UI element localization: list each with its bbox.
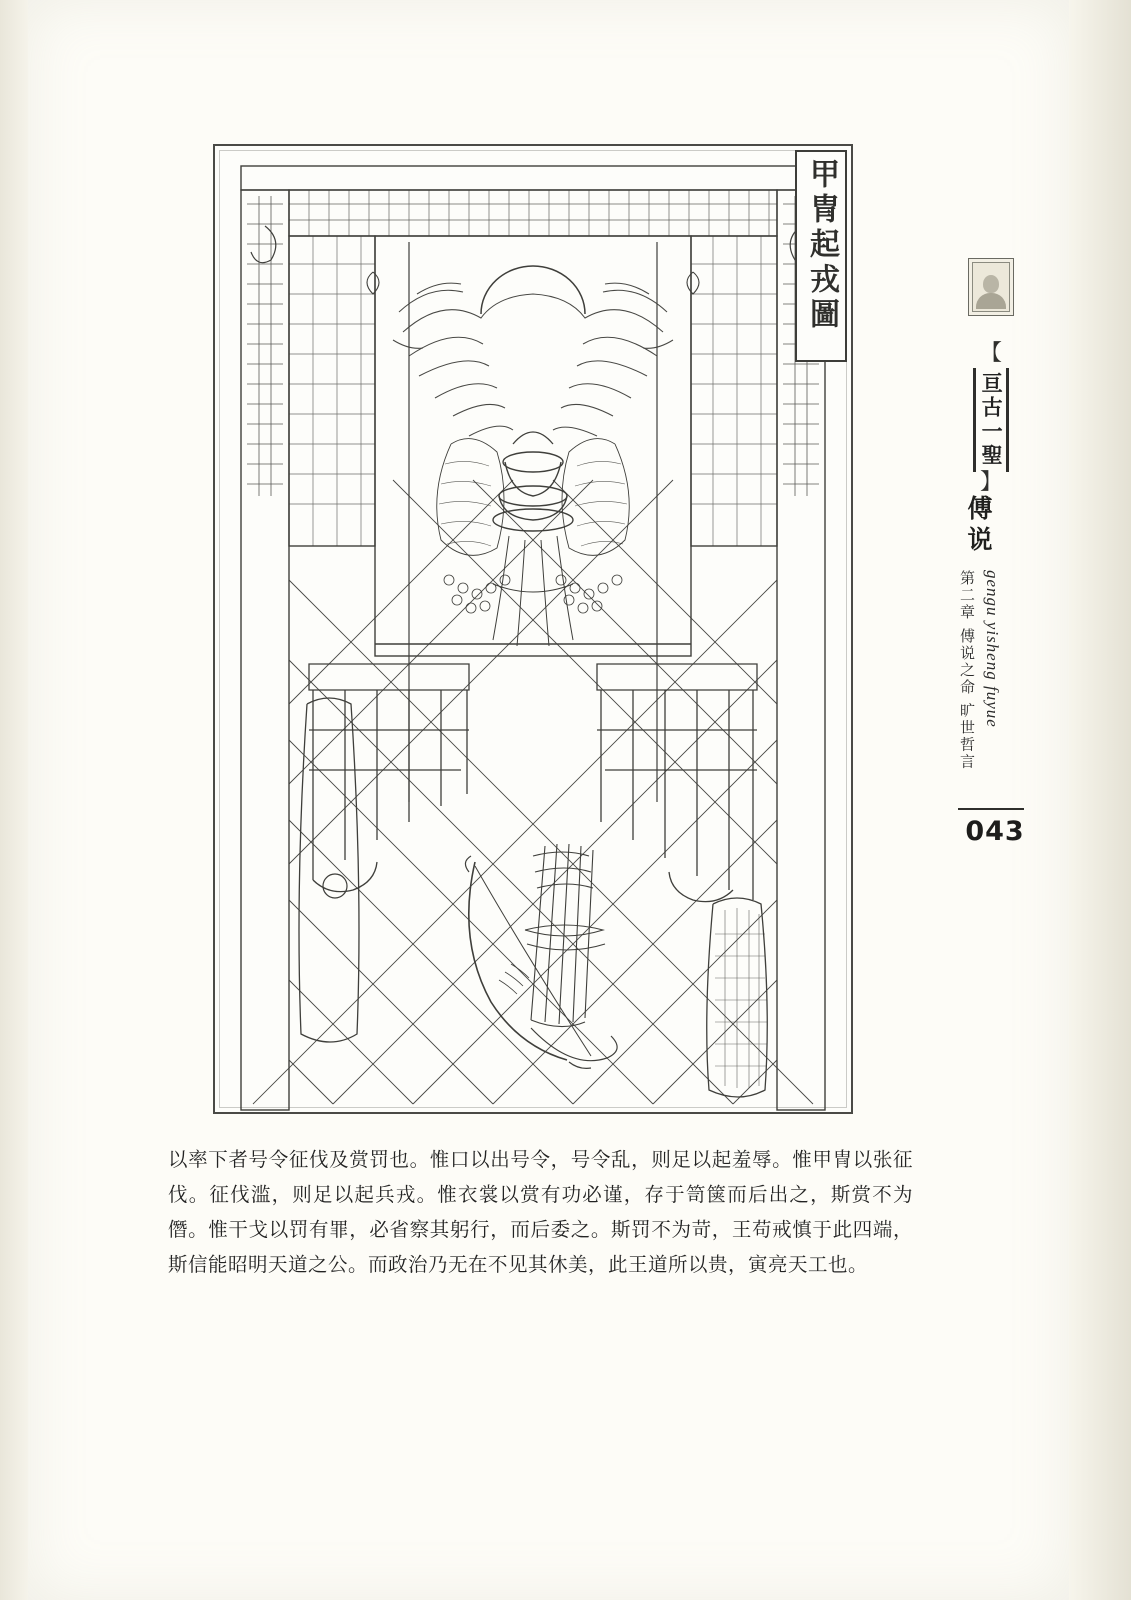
margin-running-head [952, 258, 1047, 878]
brand-pinyin: gengu yisheng fuyue [983, 570, 1002, 728]
illustration [213, 144, 853, 1114]
portrait-seal-icon [968, 258, 1014, 316]
folio-rule [958, 808, 1024, 810]
chapter-label: 第二章 傅说之命 旷世哲言 [958, 570, 976, 771]
body-paragraph: 以率下者号令征伐及赏罚也。惟口以出号令，号令乱，则足以起羞辱。惟甲冑以张征伐。征伐滥，则足以起兵戎。惟衣裳以赏有功必谨，存于笥箧而后出之，斯赏不为僭。惟干戈以罚有罪，必省察其躬行，而后委之。斯罚不为苛，王苟戒慎于此四端，斯信能昭明天道之公。而政治乃无在不见其休美，此王道所以贵，寅亮天工也。 [168, 1148, 913, 1276]
body-text [168, 1142, 913, 1282]
brand-block [960, 340, 1022, 557]
page-edge-right [1069, 0, 1131, 1600]
illustration-drawing [213, 144, 853, 1114]
page-edge-left [0, 0, 30, 1600]
brand-subtitle-cn: 傅说 [964, 495, 993, 557]
illustration-title-cartouche [795, 150, 847, 362]
illustration-title: 甲冑起戎圖 [804, 158, 839, 333]
brand-title-cn: 亘古一聖 [973, 368, 1009, 472]
page-number: 043 [965, 816, 1025, 847]
bracket-top-icon: 【 [979, 340, 1002, 365]
portrait-face [972, 262, 1010, 312]
bracket-bottom-icon: 】 [979, 469, 1002, 494]
